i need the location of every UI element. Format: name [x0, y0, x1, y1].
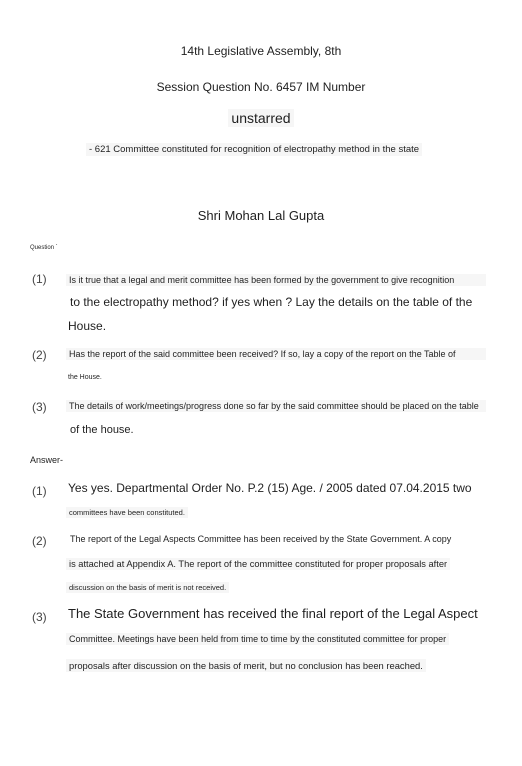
answer-1-line-1: Yes yes. Departmental Order No. P.2 (15) Age. / 2005 dated 07.04.2015 two	[68, 481, 472, 495]
question-type	[0, 110, 522, 126]
subject-line	[86, 144, 422, 155]
member-name: Shri Mohan Lal Gupta	[197, 208, 325, 223]
answer-3-line-3: proposals after discussion on the basis of merit, but no conclusion has been reached.	[66, 659, 426, 672]
question-1-line-2: to the electropathy method? if yes when ? Lay the details on the table of the	[70, 295, 473, 309]
question-1-number: (1)	[32, 272, 47, 286]
question-label: Question `	[30, 245, 58, 251]
session-question-number: Session Question No. 6457 IM Number	[156, 80, 366, 94]
question-1-line-3: House.	[68, 319, 107, 333]
question-2-number: (2)	[32, 348, 47, 362]
answer-2-line-1: The report of the Legal Aspects Committee has been received by the State Government. A copy	[70, 534, 452, 544]
answer-1-number: (1)	[32, 484, 47, 498]
question-2-line-1: Has the report of the said committee been received? If so, lay a copy of the report on the Table of	[66, 348, 486, 360]
question-3-number: (3)	[32, 400, 47, 414]
answer-3-line-2: Committee. Meetings have been held from time to time by the constituted committee for proper	[66, 633, 449, 645]
answer-2-number: (2)	[32, 534, 47, 548]
answer-label: Answer-	[30, 455, 64, 465]
question-3-line-2: of the house.	[70, 424, 134, 436]
answer-3-line-1: The State Government has received the final report of the Legal Aspect	[68, 606, 478, 621]
question-type-label: unstarred	[228, 109, 293, 127]
answer-2-line-3: discussion on the basis of merit is not received.	[66, 582, 229, 593]
answer-3-number: (3)	[32, 610, 47, 624]
question-2-line-2: the House.	[68, 374, 102, 381]
question-1-line-1: Is it true that a legal and merit committee has been formed by the government to give recognition	[66, 274, 486, 286]
subject-text: - 621 Committee constituted for recognition of electropathy method in the state	[86, 143, 422, 156]
assembly-title: 14th Legislative Assembly, 8th	[180, 44, 342, 58]
question-3-line-1: The details of work/meetings/progress done so far by the said committee should be placed on the table	[66, 400, 486, 412]
answer-2-line-2: is attached at Appendix A. The report of the committee constituted for proper proposals after	[66, 558, 450, 570]
answer-1-line-2: committees have been constituted.	[66, 507, 188, 518]
